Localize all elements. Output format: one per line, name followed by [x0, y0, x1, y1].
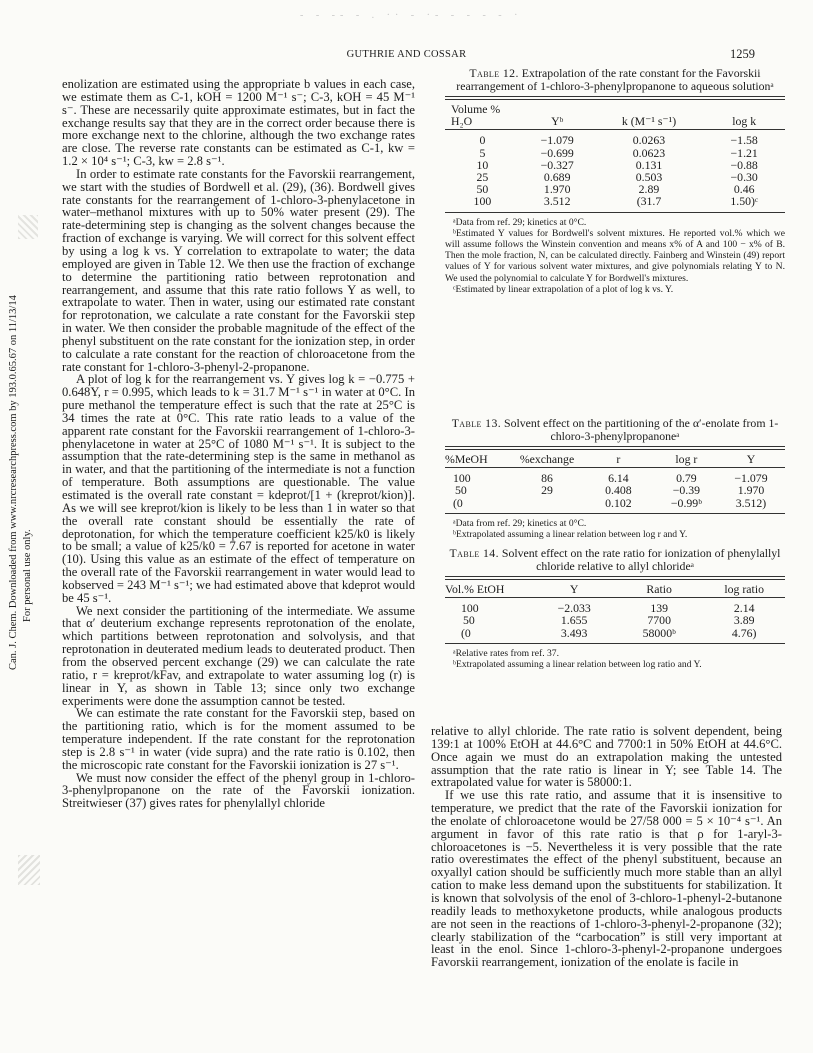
- table-header-row: [445, 580, 785, 597]
- table-cell: 0.503: [635, 170, 663, 185]
- table-cell: −1.079: [540, 133, 574, 148]
- table-cell: (31.7: [636, 194, 662, 209]
- footnote: ᵇEstimated Y values for Bordwell's solvent mixtures. He reported vol.% which we will assume follows the Winstein convention and means x% of A and 100 − x% of B. Then the mole fraction, N, can be calculated directly. Fainberg and Winstein (49) report values of Y for various solvent water mixtures, and give polynomials relating Y to N. We used the polynomial to calculate Y for Bordwell's mixtures.: [445, 227, 785, 284]
- table-cell: 1.970: [543, 182, 571, 197]
- column-header: Volume % H₂O: [451, 102, 501, 129]
- paragraph: relative to allyl chloride. The rate ratio is solvent dependent, being 139:1 at 100% EtOH at 44.6°C and 7700:1 in 50% EtOH at 44.6°C. Once again we must do an extrapolation making the untested assumption that the rate ratio is linear in Y; see Table 14. The extrapolated value for water is 58000:1.: [431, 724, 782, 790]
- column-header: log ratio: [724, 582, 765, 596]
- data-table: [445, 100, 785, 129]
- table-footnotes: [445, 217, 785, 295]
- column-header: log r: [675, 452, 698, 466]
- personal-use-notice: For personal use only.: [22, 529, 33, 622]
- table-row: [445, 627, 785, 639]
- table-rule: [445, 212, 785, 213]
- table-cell: 50: [476, 182, 489, 197]
- table-cell: (0: [461, 625, 471, 640]
- paragraph: We must now consider the effect of the phenyl group in 1-chloro-3-phenylpropanone on the rate of the Favorskii ionization. Streitwieser (37) gives rates for phenylallyl chloride: [62, 770, 415, 811]
- table-cell: 0.0623: [632, 145, 666, 160]
- running-head: GUTHRIE AND COSSAR: [346, 49, 467, 60]
- table-footnotes: [445, 648, 785, 670]
- table-cell: 100: [461, 601, 479, 616]
- download-notice: Can. J. Chem. Downloaded from www.nrcresearchpress.com by 193.0.65.67 on 11/13/14: [8, 295, 19, 670]
- footnote: ᶜEstimated by linear extrapolation of a plot of log k vs. Y.: [453, 283, 674, 295]
- scan-artifact-text: - - -- - . ·· - ·- - - - - ·: [300, 10, 523, 21]
- table-cell: 58000ᵇ: [642, 625, 676, 640]
- table-13: [445, 417, 785, 540]
- table-cell: 0.689: [543, 170, 571, 185]
- table-header-row: [445, 450, 785, 467]
- table-rule: [445, 513, 785, 514]
- table-cell: 6.14: [608, 471, 629, 486]
- table-cell: 2.14: [733, 601, 755, 616]
- table-cell: 1.970: [737, 483, 765, 498]
- page-number: 1259: [730, 47, 755, 61]
- table-row: [445, 195, 785, 207]
- left-column: [62, 78, 415, 810]
- table-caption: [445, 547, 785, 572]
- table-cell: −0.327: [540, 157, 574, 172]
- column-header: log k: [732, 114, 757, 129]
- table-cell: −0.88: [730, 157, 758, 172]
- table-cell: 7700: [647, 613, 671, 628]
- table-cell: 5: [479, 145, 486, 160]
- table-cell: 3.512: [543, 194, 571, 209]
- paragraph: In order to estimate rate constants for the Favorskii rearrangement, we start with the studies of Bordwell et al. (29), (36). Bordwell gives rate constants for the rearrangement of 1-chloro-3-phenylacetone in water–methanol mixtures with up to 50% water present (29). The rate-determining step is changing as the solvent changes because the fraction of exchange is varying. We will correct for this solvent effect by using a log k vs. Y correlation to extrapolate to water; the data employed are given in Table 12. We then use the fraction of exchange to determine the partitioning ratio between reprotonation and rearrangement, and assume that this rate ratio follows Y as well, to extrapolate to water. Then in water, using our estimated rate constant for reprotonation, we calculate a rate constant for the Favorskii step in water. We then consider the probable magnitude of the effect of the phenyl substituent on the rate constant for the ionization step, in order to calculate a rate constant for the reaction of chloroacetone from the rate constant for 1-chloro-3-phenyl-2-propanone.: [62, 166, 415, 374]
- paragraph: A plot of log k for the rearrangement vs. Y gives log k = −0.775 + 0.648Y, r = 0.995, which leads to k = 31.7 M⁻¹ s⁻¹ in water at 0°C. In pure methanol the temperature effect is such that the rate at 25°C is 34 times the rate at 0°C. This rate ratio leads to a value of the apparent rate constant for the Favorskii rearrangement of 1-chloro-3-phenylacetone in water at 25°C of 1080 M⁻¹ s⁻¹. It is subject to the assumption that the rate-determining step is the same in methanol as in water, and that the partitioning of the intermediate is not a function of temperature. Both assumptions are questionable. The value estimated is the overall rate constant = kdeprot/[1 + (kreprot/kion)]. As we will see kreprot/kion is likely to be less than 1 in water so that the overall rate constant should be essentially the rate of deprotonation, for which the temperature coefficient k25/k0 is likely to be small; a value of k25/k0 = 7.67 is reported for acetone in water (10). Using this value as an estimate of the effect of temperature on the overall rate of the Favorskii rearrangement in water would lead to kobserved = 243 M⁻¹ s⁻¹; we had estimated above that kdeprot would be 45 s⁻¹.: [62, 372, 415, 605]
- table-row: [445, 147, 785, 159]
- table-row: [445, 614, 785, 626]
- table-cell: 3.89: [733, 613, 755, 628]
- table-cell: 1.50)ᶜ: [730, 194, 758, 209]
- table-cell: 0.0263: [632, 133, 666, 148]
- table-cell: −0.30: [730, 170, 758, 185]
- table-footnotes: [445, 518, 785, 540]
- table-caption: [445, 67, 785, 92]
- paragraph: enolization are estimated using the appropriate b values in each case, we estimate them as C-1, kOH = 1200 M⁻¹ s⁻; C-3, kOH = 45 M⁻¹ s⁻. These are necessarily quite approximate estimates, but in fact the exchange results say that they are in the correct order because there is more exchange next to the chlorine, although the two exchange rates are close. The reverse rate constants can be estimated as C-1, kw = 1.2 × 10⁴ s⁻¹; C-3, kw = 2.8 s⁻¹.: [62, 77, 415, 169]
- table-14: [445, 547, 785, 670]
- side-download-note: [6, 270, 42, 670]
- table-caption: [445, 417, 785, 442]
- table-cell: [513, 497, 581, 509]
- table-cell: 1.655: [560, 613, 588, 628]
- column-header: Y: [569, 582, 579, 596]
- data-table: [445, 450, 785, 467]
- table-cell: −0.699: [540, 145, 574, 160]
- table-cell: 10: [476, 157, 489, 172]
- table-cell: 50: [455, 483, 467, 498]
- footnote: ᵃRelative rates from ref. 37.: [453, 647, 559, 659]
- column-header: r: [616, 452, 621, 466]
- table-cell: −1.079: [734, 471, 768, 486]
- data-table-body: [445, 472, 785, 509]
- right-column: [431, 725, 782, 969]
- table-cell: 29: [541, 483, 553, 498]
- caption-text: Extrapolation of the rate constant for the Favorskii rearrangement of 1-chloro-3-phenylpropanone to aqueous solutionᵃ: [456, 66, 774, 93]
- data-table-body: [445, 602, 785, 639]
- table-header-row: [445, 100, 785, 129]
- footnote: ᵇExtrapolated assuming a linear relation between log ratio and Y.: [453, 659, 702, 671]
- table-row: [445, 497, 785, 509]
- table-cell: 3.512): [735, 495, 767, 510]
- table-cell: 0.46: [733, 182, 755, 197]
- table-cell: 100: [473, 194, 492, 209]
- paragraph: We can estimate the rate constant for the Favorskii step, based on the partitioning ratio, which is for the moment assumed to be temperature independent. If the rate constant for the reprotonation step is 2.8 s⁻¹ in water (vide supra) and the rate ratio is 0.102, then the microscopic rate constant for the Favorskii ionization is 27 s⁻¹.: [62, 706, 415, 772]
- paragraph: We next consider the partitioning of the intermediate. We assume that α′ deuterium exchange represents reprotonation of the enolate, which partitions between reprotonation and solvolysis, and that reprotonation in deuterated medium leads to deuterated product. Then from the observed percent exchange (29) we can calculate the rate ratio, r = kreprot/kFav, and extrapolate to water assuming log (r) is linear in Y, as shown in Table 13; since only two exchange experiments were done the assumption cannot be tested.: [62, 603, 415, 708]
- paragraph: If we use this rate ratio, and assume that it is insensitive to temperature, we predict that the rate of the Favorskii ionization for the enolate of chloroacetone would be 27/58 000 = 5 × 10⁻⁴ s⁻¹. An argument in favor of this rate ratio is that ρ for 1-aryl-3-chloroacetones is −5. Nevertheless it is very possible that the rate ratio overestimates the effect of the phenyl substituent, because an oxyallyl cation should be sufficiently much more stable than an allyl cation to make less demand upon the substituents for stabilization. It is known that solvolysis of the enol of 3-chloro-1-phenyl-2-butanone readily leads to methoxyketone products, while analogous products are not seen in the reactions of 1-chloro-3-phenyl-2-propanone (32); clearly stabilization of the “carbocation” is still very important at least in the enol. Since 1-chloro-3-phenyl-2-propanone undergoes Favorskii rearrangement, ionization of the enolate is facile in: [431, 788, 782, 970]
- column-header: Y: [746, 452, 756, 466]
- table-cell: 139: [650, 601, 669, 616]
- table-row: [445, 134, 785, 146]
- table-cell: 4.76): [731, 625, 757, 640]
- scan-speckle: [18, 215, 38, 239]
- data-table-body: [445, 134, 785, 207]
- table-cell: −0.39: [672, 483, 701, 498]
- table-cell: −1.58: [730, 133, 758, 148]
- table-row: [445, 484, 785, 496]
- table-cell: 0.79: [676, 471, 697, 486]
- caption-text: Solvent effect on the partitioning of the α′-enolate from 1-chloro-3-phenylpropanoneᵃ: [504, 416, 779, 443]
- table-cell: 50: [463, 613, 475, 628]
- data-table: [445, 580, 785, 597]
- table-12: [445, 67, 785, 295]
- table-cell: −0.99ᵇ: [670, 495, 702, 510]
- table-cell: −1.21: [730, 145, 758, 160]
- column-header: Yᵇ: [551, 114, 564, 129]
- caption-text: Solvent effect on the rate ratio for ionization of phenylallyl chloride relative to allyl chlorideᵃ: [501, 546, 781, 573]
- footnote: ᵃData from ref. 29; kinetics at 0°C.: [453, 517, 587, 529]
- table-label: Table 13.: [451, 416, 502, 430]
- footnote: ᵃData from ref. 29; kinetics at 0°C.: [453, 216, 587, 228]
- table-cell: 25: [476, 170, 489, 185]
- table-cell: −2.033: [557, 601, 591, 616]
- column-header: %MeOH: [445, 452, 488, 466]
- column-header: Vol.% EtOH: [445, 582, 505, 596]
- table-cell: 100: [453, 471, 471, 486]
- table-cell: (0: [453, 495, 463, 510]
- table-label: Table 12.: [469, 66, 519, 80]
- table-rule: [445, 129, 785, 130]
- table-cell: 0.102: [605, 495, 632, 510]
- table-cell: 3.493: [560, 625, 588, 640]
- table-cell: 0.408: [605, 483, 632, 498]
- table-cell: 86: [541, 471, 553, 486]
- footnote: ᵇExtrapolated assuming a linear relation between log r and Y.: [453, 529, 688, 541]
- table-rule: [445, 597, 785, 598]
- column-header: Ratio: [646, 582, 672, 596]
- table-cell: 2.89: [638, 182, 660, 197]
- table-rule: [445, 643, 785, 644]
- table-cell: 0: [479, 133, 486, 148]
- scan-speckle: [18, 855, 40, 885]
- table-cell: 0.131: [635, 157, 663, 172]
- table-label: Table 14.: [449, 546, 499, 560]
- column-header: %exchange: [519, 452, 575, 466]
- column-header: k (M⁻¹ s⁻¹): [621, 114, 677, 129]
- table-rule: [445, 467, 785, 468]
